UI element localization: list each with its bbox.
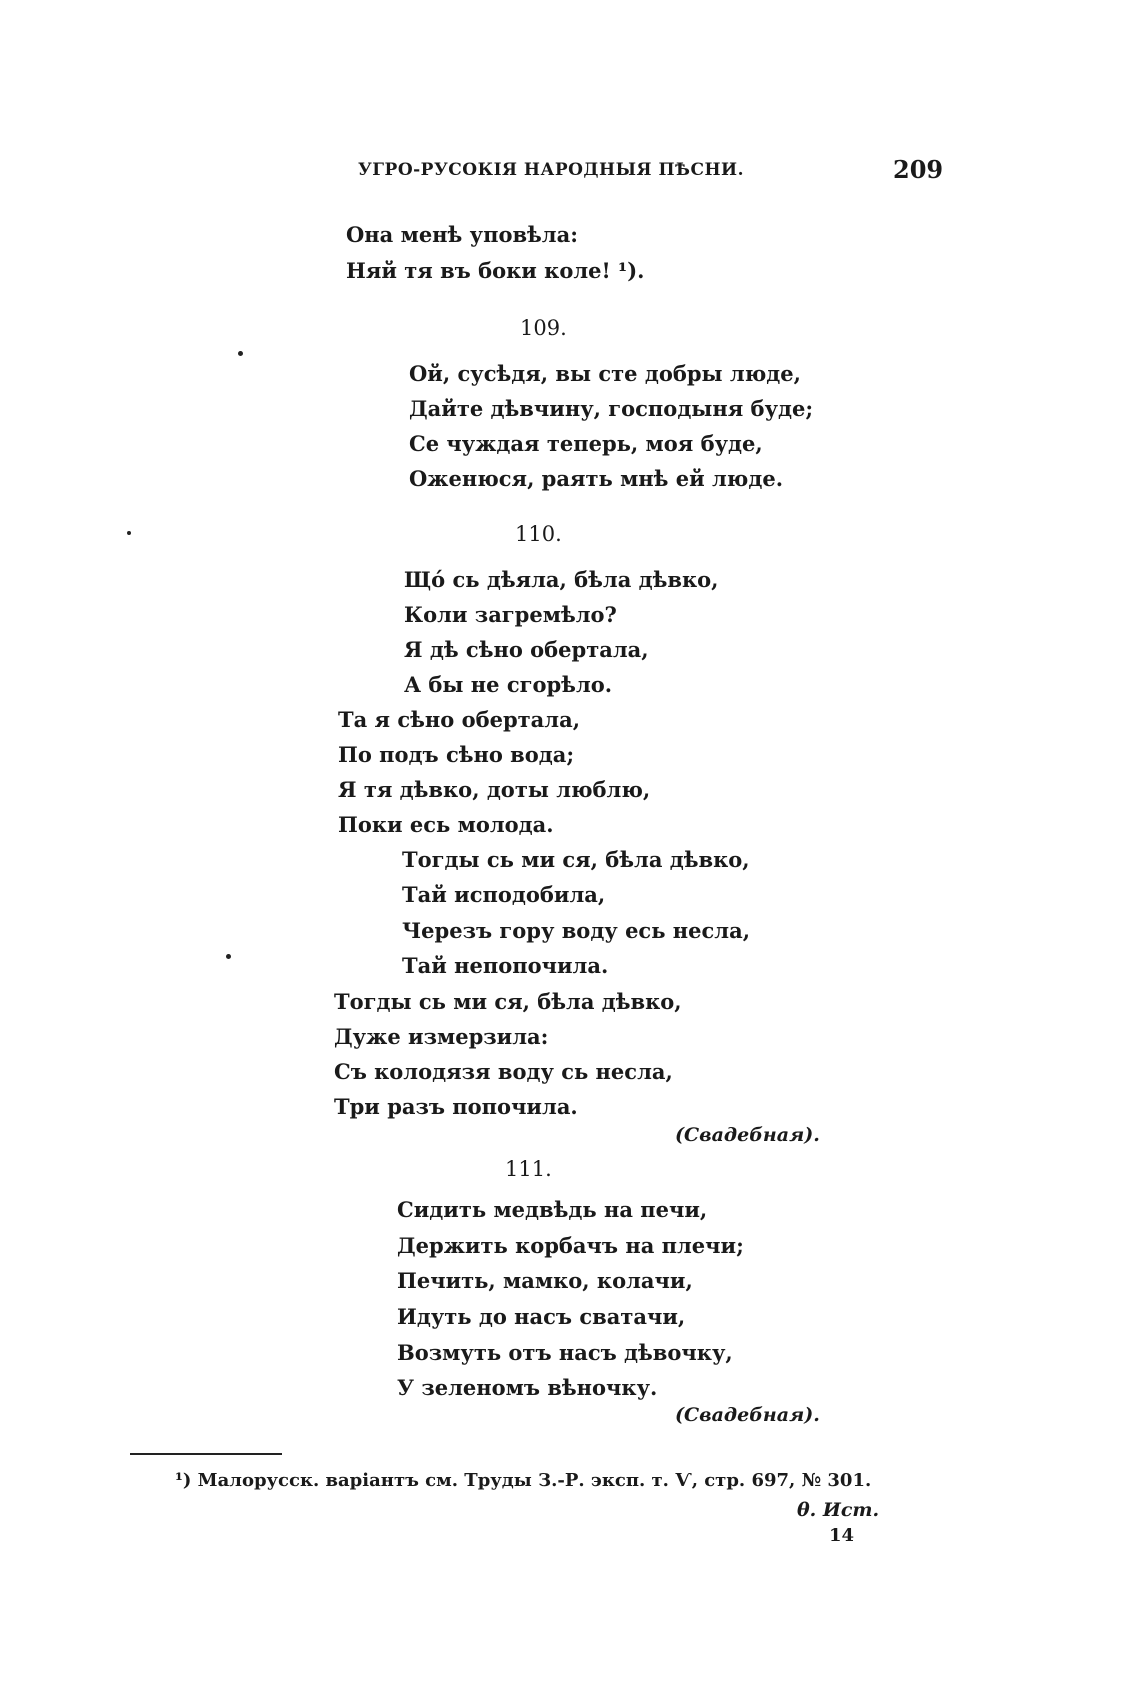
verse-line: Щó сь дѣяла, бѣла дѣвко,: [404, 567, 719, 592]
verse-line: Тогды сь ми ся, бѣла дѣвко,: [334, 989, 682, 1014]
sheet-number: 14: [829, 1525, 855, 1546]
song-number: 109.: [520, 316, 567, 340]
song-number: 110.: [515, 522, 562, 546]
verse-line: Печить, мамко, колачи,: [397, 1268, 693, 1293]
verse-line: Съ колодязя воду сь несла,: [334, 1059, 673, 1084]
verse-line: Се чуждая теперь, моя буде,: [409, 431, 763, 456]
verse-line: Дайте дѣвчину, господыня буде;: [409, 396, 814, 421]
song-number: 111.: [505, 1157, 552, 1181]
song-note: (Свадебная).: [675, 1124, 820, 1146]
verse-line: А бы не сгорѣло.: [404, 672, 613, 697]
verse-line: Три разъ попочила.: [334, 1094, 578, 1119]
verse-line: Дуже измерзила:: [334, 1024, 549, 1049]
footnote-text: ¹) Малорусск. варіантъ см. Труды З.-Р. эксп. т. Ѵ, стр. 697, № 301.: [175, 1470, 872, 1491]
verse-line: Черезъ гору воду есь несла,: [402, 918, 751, 943]
running-title: УГРО-РУСОКІЯ НАРОДНЫЯ ПѢСНИ.: [358, 160, 745, 180]
verse-line: Она менѣ уповѣла:: [346, 222, 578, 247]
verse-line: Я дѣ сѣно обертала,: [404, 637, 649, 662]
scan-speck: [238, 351, 243, 356]
scan-speck: [127, 531, 131, 535]
verse-line: Тогды сь ми ся, бѣла дѣвко,: [402, 847, 750, 872]
scan-speck: [226, 954, 231, 959]
verse-line: Я тя дѣвко, доты люблю,: [338, 777, 651, 802]
verse-line: Та я сѣно обертала,: [338, 707, 581, 732]
verse-line: Няй тя въ боки коле! ¹).: [346, 258, 645, 283]
song-note: (Свадебная).: [675, 1404, 820, 1426]
verse-line: Держить корбачъ на плечи;: [397, 1233, 744, 1258]
verse-line: У зеленомъ вѣночку.: [397, 1375, 658, 1400]
footnote-rule: [130, 1453, 282, 1455]
verse-line: Возмуть отъ насъ дѣвочку,: [397, 1340, 733, 1365]
verse-line: Оженюся, раять мнѣ ей люде.: [409, 466, 784, 491]
footnote-signature: θ. Ист.: [797, 1499, 880, 1521]
verse-line: Коли загремѣло?: [404, 602, 617, 627]
verse-line: Идуть до насъ сватачи,: [397, 1304, 686, 1329]
verse-line: Ой, сусѣдя, вы сте добры люде,: [409, 361, 801, 386]
page-number: 209: [893, 155, 944, 184]
verse-line: Сидить медвѣдь на печи,: [397, 1197, 708, 1222]
verse-line: Тай исподобила,: [402, 882, 606, 907]
verse-line: Тай непопочила.: [402, 953, 609, 978]
verse-line: Поки есь молода.: [338, 812, 554, 837]
verse-line: По подъ сѣно вода;: [338, 742, 575, 767]
